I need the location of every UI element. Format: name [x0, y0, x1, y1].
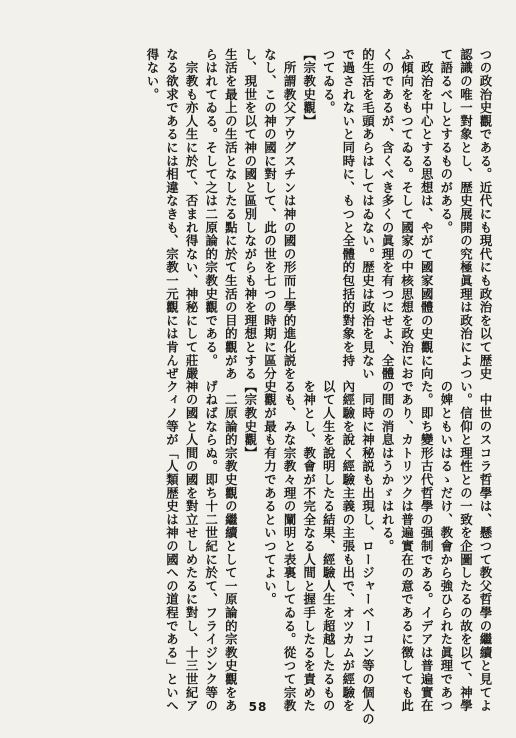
text-line: 【宗教史觀】: [301, 48, 317, 128]
text-line: であり、カトリツクは普遍實在の意であるに徴しても此: [399, 380, 415, 713]
text-line: げねばならぬ。即ち十二世紀に於て、フライジンク等の: [203, 380, 219, 713]
text-line: 所謂教父アウグスチンは神の國の形而上學的進化説を: [282, 48, 298, 381]
text-line: 的生活を毛頭あらはしてはゐない。歴史は政治を見ない: [360, 48, 376, 381]
text-line: つの政治史觀である。近代にも現代にも政治を以て歴史: [478, 48, 493, 381]
text-line: くのであるが、含くべき多くの眞理を有つにせよ、全體: [380, 48, 396, 381]
text-line: つてゐる。: [321, 48, 337, 115]
text-line: 生活を最上の生活となしたる點に於て生活の目的觀があ: [223, 48, 239, 381]
text-line: 宗教も亦人生に於て、否まれ得ない、神秘にして莊嚴: [184, 48, 200, 381]
text-line: た。即ち變形古代哲學の强制である。イデアは普遍實在: [419, 380, 435, 713]
text-line: 神の國と人間の國を對立せしめたるに對し、十三世紀ア: [184, 380, 200, 713]
text-line: 【宗教史觀】: [242, 380, 258, 460]
upper-text-column: [142, 48, 495, 381]
text-line: 中世のスコラ哲學は、懸つて教父哲學の繼續と見てよ: [478, 380, 493, 713]
text-line: の間の消息はうかゞはれる。: [380, 380, 396, 553]
text-line: い。信仰と理性との一致を企圖したるの故を以て、神學: [458, 380, 474, 713]
text-line: 得ない。: [144, 48, 160, 102]
page-number: 58: [248, 700, 268, 714]
text-line: 史觀が最も有力であるといつてよい。: [262, 380, 278, 607]
text-line: の婢ともいはるゝだけ、教會から強ひられた眞理であつ: [438, 380, 454, 713]
text-line: で過されないと同時に、もつと全體的包括的對象を持: [340, 48, 356, 368]
text-line: ふ傾向をもつてゐる。そして國家の中核思想を政治にお: [399, 48, 415, 381]
text-line: 政治を中心とする思想は、やがて國家國體の史觀に向: [419, 48, 435, 381]
text-line: て語るべしとするものがある。: [438, 48, 454, 235]
text-line: 同時に神秘説も出現し、ロージャーベーコン等の個人の: [360, 380, 376, 726]
text-line: クィノ等が「人類歴史は神の國への道程である」といへ: [164, 380, 180, 713]
text-line: なる欲求であるには相違なきも、宗教一元觀には肯んぜ: [164, 48, 180, 381]
text-line: るも、みな宗教々理の闡明と表裏してゐる。從つて宗教: [282, 380, 298, 713]
text-line: し、現世を以て神の國と區別しながらも神を理想とする: [242, 48, 258, 381]
text-line: らはれてゐる。そして之は二原論的宗教史觀である。: [203, 48, 219, 368]
text-line: なし、この神の國に對して、此の世を七つの時期に區分: [262, 48, 278, 381]
text-line: 認識の唯一對象とし、歴史展開の究極眞理は政治によつ: [458, 48, 474, 381]
text-line: 內經驗を說く經驗主義の主張も出で、オツカムが經驗を: [340, 380, 356, 713]
text-line: 二原論的宗教史觀の繼續として一原論的宗教史觀をあ: [223, 380, 239, 713]
text-line: 以て人生を說明したる結果、經驗人生を超越したるもの: [321, 380, 337, 713]
text-line: を神とし、教會が不完全なる人間と握手したるを責めた: [301, 380, 317, 713]
